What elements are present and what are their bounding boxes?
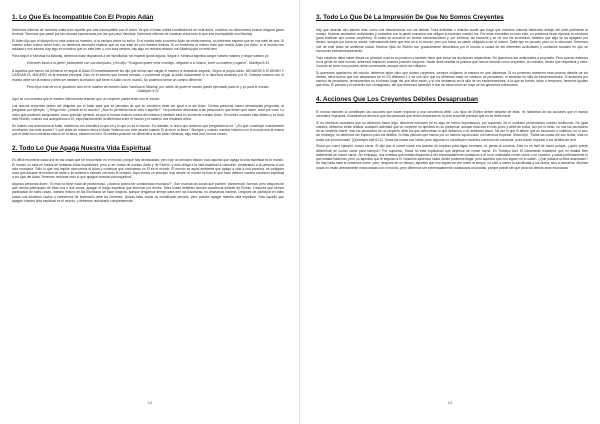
paragraph: Shaul ycó como ejemplo: comer carne. El dijo que si comer carne era ocasión de tropiezo para algún hermano, él, jamás la comería. Esto no es fácil de hacer porque, ¿quién puede determinar de comer carne para siempre? Por supuesto, Shaul no está explicando que dejemos de comer carne. En Timotiyo Alef, El claramente establece que no estaba bien abstenerse de comer carne. Sin embargo, nos muestra que estaba dispuesto a ser extremadamente cuidadoso a él no le molestaba comer carne o no comerla, y sabía perfectamente lo que estaba haciendo; pero no aquellos que le seguían a él. Nosotros sabemos hasta dónde podemos llegar, pero aquellos que nos siguen no lo saben. ¿Qué pasaría si ellos avanzasen? No hay nada malo si comemos carne, pero, después de un tiempo, aquellos que nos siguen tal vez roben al templo, no sólo a comer la sacrificada a los ídolos, sino a adorarlos. Muchas cosas no están directamente relacionadas con el mundo, pero debemos ser extremadamente cuidadosos al tocarlas, porque puede ser que para los demás sean mundanas. [316,144,588,170]
paragraph: Todo creyente debe saber desde un principio cuál es su posición y también tiene que tomar las decisiones respectivas. No queremos ser antisociales a propósito. Pero cuando estamos en la gente de este mundo, debemos mantener nuestra posición creyente. Nadie debe resultar la postura que hemos tomado como creyentes, al contrario, tienen que respetarla y verla. Cuando se tome una postura, debe comenzarla, aunque otros me critiquen. [316,55,588,69]
paragraph: Algunos personas dicen: "Si esto no tiene nada de pecaminoso, ¿todavía podría ser considerado mundano?". Son muchas las cosas que pueden "parecernos" buenas, pero después de que hemos participado de ellas una o dos veces, apagan el fuego espiritual que tenemos por dentro. Tales cosas debilitan nuestra conciencia delante de Elohim. Después que hemos participado de tales cosas, nuestra lectura de las Escrituras se hace insípida, aunque tengamos tiempo para leer las Escrituras, no deseamos hacerlo. Después de participar en tales cosas nos sentimos vacíos y carecemos de testimonio ante los hombres. Quizás tales cosas no constituyan pecado, pero pueden apagar nuestra vida espiritual. Todo aquello que apague nuestra vida espiritual es el mundo, y debemos rechazarlo completamente. [12,181,284,203]
right-page [300,0,600,424]
page-number: 13 [447,400,453,405]
paragraph: Aquí se nos muestra que el madero elimina toda relación que un creyente pueda tener con el mundo. [12,97,161,102]
paragraph: Debemos eliminar de nuestras vidas todo aquello que sea incompatible con el Adán. Ya que el Adán sufrirá humillaciones en esta tierra, nosotros no deberíamos buscar ninguna gloria terrenal. Tenemos que pasar por las mismas experiencias por las que pasó Yahshua. Debemos eliminar de nuestras vidas todo lo que sea incompatible con Mashiaj. [12,27,284,36]
paragraph: Los nuevos creyentes deben ser dirigidos por el Adán para que se percaten de que su condición debe ser igual a la del Adán. Ciertas personas hacen demasiadas preguntas, al preguntar por ejemplo: "¿Tengo esto, ¿estaré en el mundo? ¿Nos es permitido hacer esto o aquello?". No podemos decírselas a las personas lo que tienen que hacer, cosa por cosa. Lo único que podemos asegurarles, como principio general, es que el mundo está en contra del madero y también está en contra de nuestro Adán. Si nuestro corazón está abierto y es dócil ante Elohim, cuando nos acerquemos a El, espontáneamente la diferencia entre el mundo y el madero nos resultará obvia. [12,104,284,121]
scripture-quote: Entonces llamó a la gente, juntamente con sus discípulos, y les dijo: "Si alguno quiere venir conmigo, niéguese a sí mismo, tome su madero y sígame". Mordejai 8:34 [27,60,269,65]
paragraph: Si un incrédulo considera que no debemos hacer algo, debemos entonces (si es algo de menor importancia), por supuesto, de lo contrario perderíamos nuestro testimonio. De igual manera, debemos evitar realizar cualquier actividad que un creyente no aprueba en su presencia, aunque ésta sea el más joven y débil de todos. Así por lo tanto, no nos los pecadores de un creyente fuerte, sino los pecadores de un creyente débil los que determinan lo que debemos o no debemos hacer. Tal vez lo que el afirme que es incorrecto e indebido, en lo seo; sin embargo, no debemos ser tropiezo para los débiles. Si ellas piensan que vamos por un camino equivocado, los haremos tropezar. Shaul dijo: "Todas las cosas me son lícitas, mas no todas son provechosas" (Qorintiyim Alef 6:12). Todas las cosas son lícitas, pero algunas no constituyen modelos correctos de conducta, pues hacen tropezar a los débiles de la fe. [316,120,588,142]
paragraph: En cuanto nos acercamos al Adán, sabremos con exactitud lo que es y lo que no es el mundo. En realidad, lo único que tenemos que preguntarnos es: "¿Es qué constituye exactamente mi relación con este asunto? Y qué clase de relación tenía el Adán Yahshua con este asunto cuando El vivía en la tierra". Siempre y cuando nuestra relación con el mundo sea la misma que el Adán tuvo mientras estuvo en la tierra, estaremos bien. Si nuestra posición es diferente a la del Adán Yahshua, algo está mal, hemos errado. [12,123,284,136]
page-number: 12 [147,400,153,405]
paragraph: El mundo también lo constituyen las acciones que hacen tropezar a una conciencia débil. Los hijos de Elohim deben alejarse de ellas. Ya hablamos de las acciones que el mundo considera impropias. Examinemos ahora lo que las personas que recién empiezan en la vida creyente piensan que no se debe hacer. [316,109,588,119]
section-heading: 2. Todo Lo Que Apaga Nuestra Vida Espiritual [12,144,151,152]
section-heading: 4. Acciones Que Los Creyentes Débiles Desaprueban [316,96,479,104]
right-page-content [316,11,588,172]
section-heading: 3. Todo Lo Que Dé La Impresión De Que No Somos Creyentes [316,14,504,21]
paragraph: A aquellos que fueron los primeros en seguir al Adán, El inmediatamente les dijo que tenían que cargar el madero si deseaban seguirlo. Según el propio Adán, NEGARSE A SÍ MISMO Y CARGAR EL MADERO es la entrada principal. Esto es el camino que hemos tomado, o podremos seguir al Adán únicamente si lo hacemos andando por El. Nuestra relación con el mundo debe ser la misma y debe ser también la relación que tiene el Adán con el mundo. No podemos tomar un camino diferente. [12,69,284,82]
paragraph: Para seguir a Yahshua ha Mashiaj, debemos estar dispuestos a ser humillados, sin esperar gloria alguna. Seguir a Yahshua significa cargar nuestro madero y negar nuestro yo. [12,53,270,58]
scripture-quote: Pero lejos esté de mí el gloriarme sino en el madero de nuestro Adán Yahshua el Mashiaj, por medio de quien el mundo quedó ejecutado para mí y yo para el mundo. Galatiyah 6:14 [26,84,270,94]
paragraph: El Adán dijo que el discípulo no está sobre su maestro, ni el esclavo sobre su señor. Si el mundo trató a nuestro Adán de cierta manera, no debemos esperar que se nos trate de otra. Si nuestro Adán recibió cierto trato, no debemos entonces esperar que se nos trate de una manera distinta. Si no recibimos el mismo trato que recibió Adán por Adán, si el mundo nos adulaba y nos admira, hay algo en nosotros que no está bien y, con toda certeza, hay algo en nuestra relación con Mashiaj que no está bien. [12,38,284,52]
paragraph: Es difícil enumerar cada una de las cosas que se encuentran en el mundo, porque hay demasiadas, pero hay un principio básico: todo aquello que apaga la vida espiritual es el mundo. El mundo no está en contra de nuestras vidas espirituales, pero sí en contra de nuestro Adán y de Elohim, y esto obliga a la vida espiritual a reducirse, arrastrando a la persona a una vida mundana. Todo lo que nos impide acercarnos al Adán y continuar que crezcamos en El es el mundo. El mundo es aquel ambiente que apaga a vida a una persona, es cualquier cosa que disuade al hombre de amar o de anhelar a Yahweh con todo el corazón. Aquí vemos un principio muy simple: el mundo es todo lo que hace detener nuestra condición espiritual a los ojos del Adán. Tenemos rechazar todo lo que apague nuestra vida espiritual. [12,158,284,180]
paragraph: Hay que abordar otro asunto más: como nos relacionamos con los demás. Toda actividad o relación social que haga que nosotros mismos hablemos debajo del nivel pertinente al mundo. Muchas amistades, actividades y contactos con la gente mundana nos obligan a esconder nuestro luz. Por estar envueltos en todo esto, no podemos llevar ejecutar la conducta (para testificar que somos creyentes). Si usted se envuelve en ciertas conversaciones y, por cortesía, las escucha y se ríe con los incrédulos, también que algo se ha apagado por dentro, aunque por fuera se sienta. Internamente sabe que eso no si el mundo, pero por fuera, va siente obligado a reír el mismo. Sabe que es pecado, pero no lo denuncia. Debemos huir de este clase de ambiente social. Muchos hijos de Elohim son gradualmente absorbidos por el mundo a causa de las diferentes actividades y contactos sociales en que se involucran indiscriminadamente. [316,27,588,53]
section-heading: 1. Lo Que Es Incompatible Con El Propio Adán [12,14,154,21]
left-page-content [12,11,284,206]
paragraph: Si queremos apartarnos del mundo, debemos dejar claro que somos creyentes, siempre cuidando la manera en que hablamos. Si no podemos mantener esta postura delante de los demás, sería bueno que nos alejáramos de él. En Wikramo 1:1 se nos dice que no debemos estar en caminos de pecadores, ni sentarse en silla de escarnecedores. Si andamos por camino de pecadores, terminaremos en el mismo lugar del que ellos están, y si nos sentamos en la silla de los escarnecedores, a la que se fuerza, tarde o temprano, tenemos iguales que ellos. El pecado y el escarnio son contagiosos, así que debemos aprender a huir de estos como se huye de los gérmenes infecciosos. [316,70,588,88]
